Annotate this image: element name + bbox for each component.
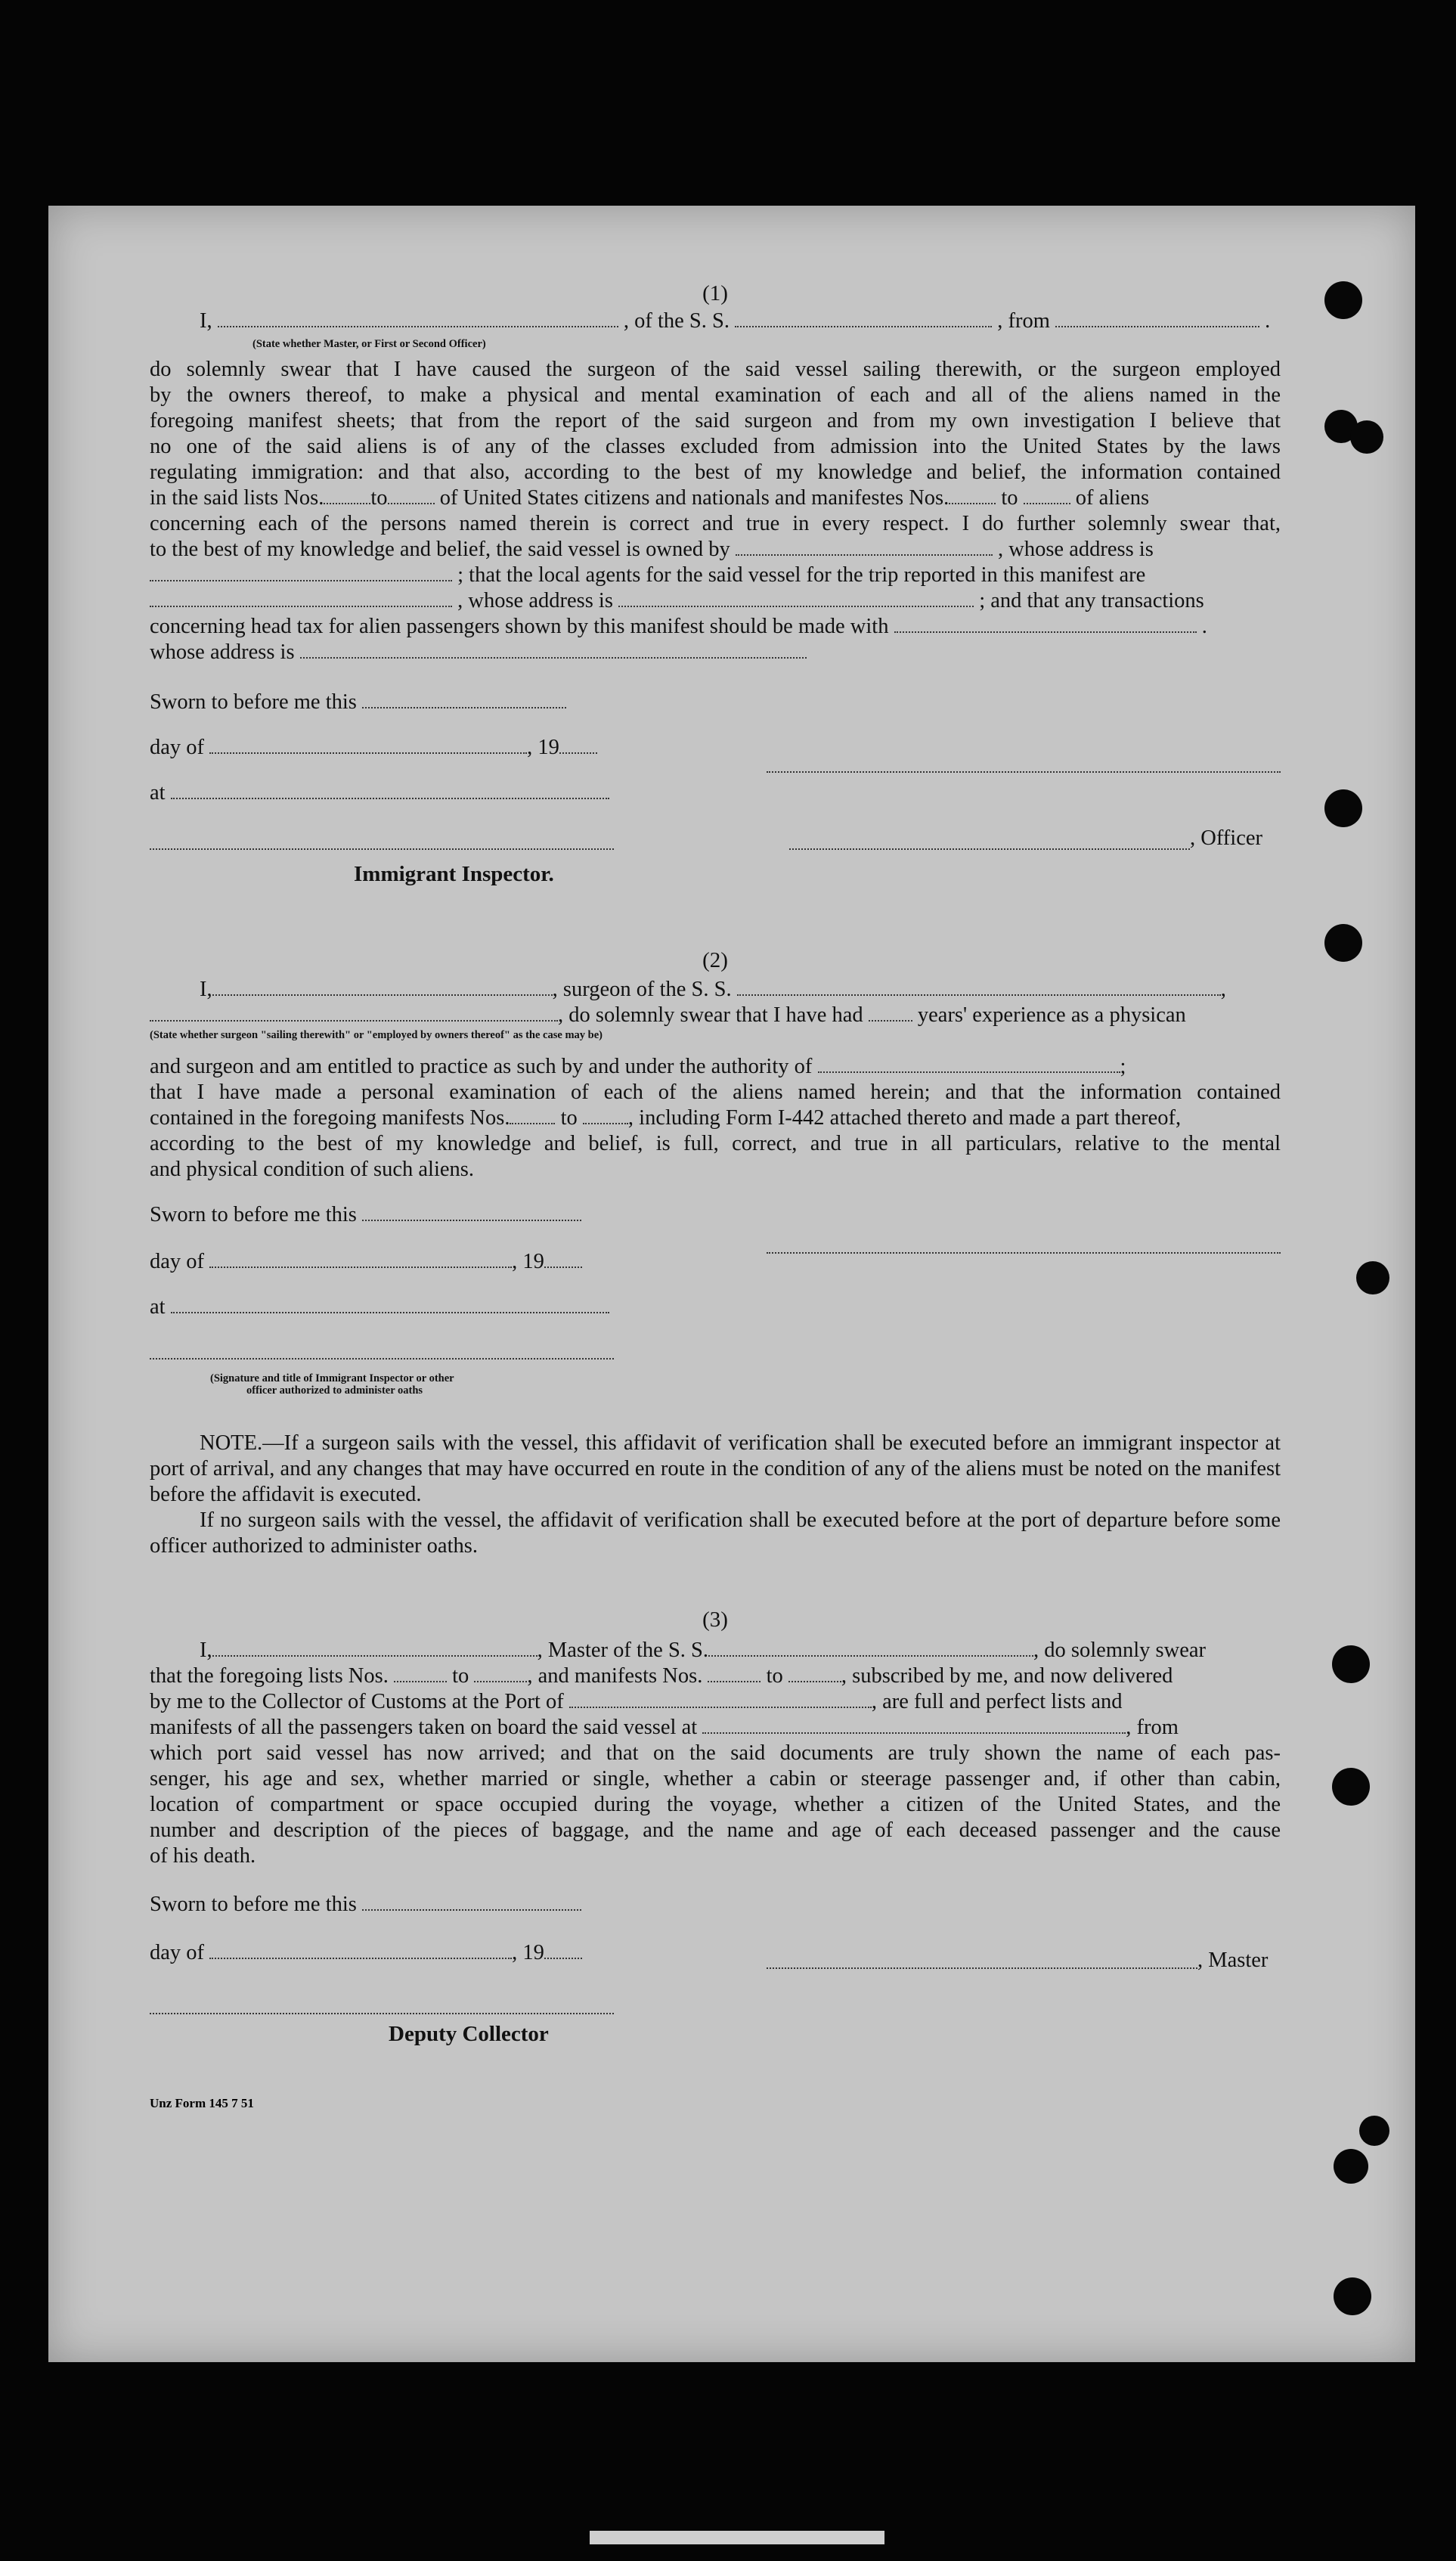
section-2 [150,948,1281,1477]
sworn-line: Sworn to before me this [150,1202,1281,1228]
surgeon-name-field[interactable] [212,978,553,996]
master-opening: I, , Master of the S. S. , do solemnly swear [200,1639,1206,1662]
officer-signature-line[interactable] [789,847,1190,850]
sworn-line: Sworn to before me this [150,1892,1281,1918]
master-vessel-field[interactable] [708,1639,1033,1657]
punch-hole [1324,924,1362,962]
surgeon-status-note: (State whether surgeon "sailing therewith" or "employed by owners thereof" as the case may be) [150,1029,603,1041]
collector-label: Deputy Collector [389,2022,549,2046]
note [150,1431,1281,1558]
master-signature-line[interactable] [767,770,1281,773]
day-of-line: day of , 19 [150,1940,1281,1966]
punch-hole [1324,281,1362,319]
punch-hole [1324,789,1362,827]
vessel-name-field[interactable] [735,309,992,327]
year-field[interactable] [544,1250,582,1268]
surgeon-swear-line: , do solemnly swear that I have had years' experience as a physican [150,1003,1281,1028]
years-experience-field[interactable] [869,1003,912,1022]
agent-address-field[interactable] [618,589,974,607]
oath-line: senger, his age and sex, whether married or single, whether a cabin or steerage passenger and, if other than cabin, [150,1767,1281,1791]
lists-line: that the foregoing lists Nos. to , and manifests Nos. to , subscribed by me, and now delivered [150,1664,1173,1688]
agents-line: ; that the local agents for the said vessel for the trip reported in this manifest are [150,563,1281,588]
form-number: Unz Form 145 7 51 [150,2096,254,2110]
concerning-line: concerning each of the persons named therein is correct and true in every respect. I do further solemnly swear that, [150,512,1281,535]
belief-line: according to the best of my knowledge and belief, is full, correct, and true in all particulars, relative to the mental [150,1132,1281,1155]
owned-line: to the best of my knowledge and belief, the said vessel is owned by , whose address is [150,538,1154,561]
master-signature-line[interactable] [767,1966,1197,1969]
punch-hole [1332,1645,1370,1683]
authority-field[interactable] [818,1055,1120,1073]
manifest-from-field[interactable] [708,1664,761,1682]
manifest-from-field[interactable] [949,486,996,504]
agents-field[interactable] [150,589,452,607]
section-3 [150,1608,1281,2152]
signature-note: officer authorized to administer oaths [246,1384,423,1397]
officer-label: , Officer [1190,826,1263,850]
headtax-line: concerning head tax for alien passengers shown by this manifest should be made with . [150,615,1207,638]
list-to-field[interactable] [388,486,435,504]
punch-hole [1334,2277,1371,2315]
manifests-line: contained in the foregoing manifests Nos. to , including Form I-442 attached thereto and made a part thereof, [150,1106,1182,1130]
exam-line: that I have made a personal examination of each of the aliens named herein; and that the information contained [150,1081,1281,1104]
scan-edge-strip [590,2531,884,2544]
section-number: (1) [702,281,728,305]
oath-line: regulating immigration: and that also, according to the best of my knowledge and belief, the information contained [150,460,1281,484]
manifest-no-from-field[interactable] [510,1106,555,1124]
year-field[interactable] [559,736,597,754]
punch-hole [1356,1261,1389,1294]
condition-line: and physical condition of such aliens. [150,1158,474,1181]
day-of-line: day of , 19 [150,735,1281,761]
inspector-signature-line[interactable] [150,847,614,850]
manifest-to-field[interactable] [788,1664,841,1682]
whose-address-line: whose address is [150,640,1281,665]
surgeon-status-field[interactable] [150,1003,558,1022]
manifest-no-to-field[interactable] [583,1106,628,1124]
sworn-place-field[interactable] [171,781,609,799]
oath-line: do solemnly swear that I have caused the surgeon of the said vessel sailing therewith, or the surgeon employed [150,358,1281,381]
master-name-field[interactable] [212,1639,537,1657]
officer-name-field[interactable] [218,309,618,327]
punch-hole [1350,420,1383,454]
punch-hole [1332,1768,1370,1806]
manifest-to-field[interactable] [1024,486,1070,504]
oath-line: location of compartment or space occupied during the voyage, whether a citizen of the United States, and the [150,1793,1281,1816]
manifest-affidavit-page [48,206,1415,2362]
authority-line: and surgeon and am entitled to practice as such by and under the authority of ; [150,1055,1126,1078]
sworn-date-field[interactable] [362,1893,581,1911]
oath-line: which port said vessel has now arrived; and that on the said documents are truly shown the name of each pas- [150,1741,1281,1765]
section-number: (3) [702,1608,728,1632]
collector-line: by me to the Collector of Customs at the Port of , are full and perfect lists and [150,1690,1123,1713]
headtax-address-field[interactable] [300,640,807,659]
lists-line: in the said lists Nos. to of United States citizens and nationals and manifestes Nos. to of aliens [150,486,1150,510]
owner-field[interactable] [736,538,993,556]
note-paragraph-2: If no surgeon sails with the vessel, the affidavit of verification shall be executed before at the port of departure before some officer authorized to administer oaths. [150,1508,1281,1558]
at-line: at [150,1294,1281,1320]
signature-note: (Signature and title of Immigrant Inspector or other [210,1372,454,1384]
boarding-port-field[interactable] [702,1716,1126,1734]
oath-line: no one of the said aliens is of any of the classes excluded from admission into the United States by the laws [150,435,1281,458]
sworn-date-field[interactable] [362,1203,581,1221]
section-number: (2) [702,948,728,972]
oath-line: of his death. [150,1844,256,1868]
oath-line: number and description of the pieces of baggage, and the name and age of each deceased passenger and the cause [150,1818,1281,1842]
surgeon-opening: I, , surgeon of the S. S. , [200,978,1226,1001]
month-field[interactable] [209,1941,512,1959]
day-of-line: day of , 19 [150,1249,1281,1275]
officer-rank-note: (State whether Master, or First or Second Officer) [252,338,486,350]
month-field[interactable] [209,736,527,754]
inspector-label: Immigrant Inspector. [354,862,554,886]
inspector-signature-line[interactable] [150,1356,614,1360]
port-field[interactable] [569,1690,872,1708]
collector-signature-line[interactable] [150,2011,614,2014]
manifests-line: manifests of all the passengers taken on board the said vessel at , from [150,1716,1179,1739]
surgeon-vessel-field[interactable] [737,978,1221,996]
list-from-field[interactable] [324,486,370,504]
list-from-field[interactable] [394,1664,447,1682]
oath-line: by the owners thereof, to make a physical and mental examination of each and all of the aliens named in the [150,383,1281,407]
headtax-party-field[interactable] [894,615,1197,633]
at-line: at [150,780,1281,806]
punch-hole [1334,2149,1368,2184]
list-to-field[interactable] [474,1664,527,1682]
sworn-place-field[interactable] [171,1295,609,1313]
master-oath-opening: I, , of the S. S. , from . [200,309,1271,333]
port-from-field[interactable] [1055,309,1259,327]
note-paragraph-1: NOTE.—If a surgeon sails with the vessel, this affidavit of verification shall be executed before an immigrant inspector at port of arrival, and any changes that may have occurred en route in the condition of any of the aliens must be noted on the manifest before the affidavit is executed. [150,1431,1281,1506]
master-label: , Master [1197,1949,1269,1972]
owner-address-field[interactable] [150,563,452,581]
year-field[interactable] [544,1941,582,1959]
oath-line: foregoing manifest sheets; that from the report of the said surgeon and from my own investigation I believe that [150,409,1281,433]
sworn-line: Sworn to before me this [150,690,1281,715]
punch-hole [1359,2116,1389,2146]
agent-address-line: , whose address is ; and that any transactions [150,588,1281,614]
month-field[interactable] [209,1250,512,1268]
sworn-date-field[interactable] [362,690,566,708]
